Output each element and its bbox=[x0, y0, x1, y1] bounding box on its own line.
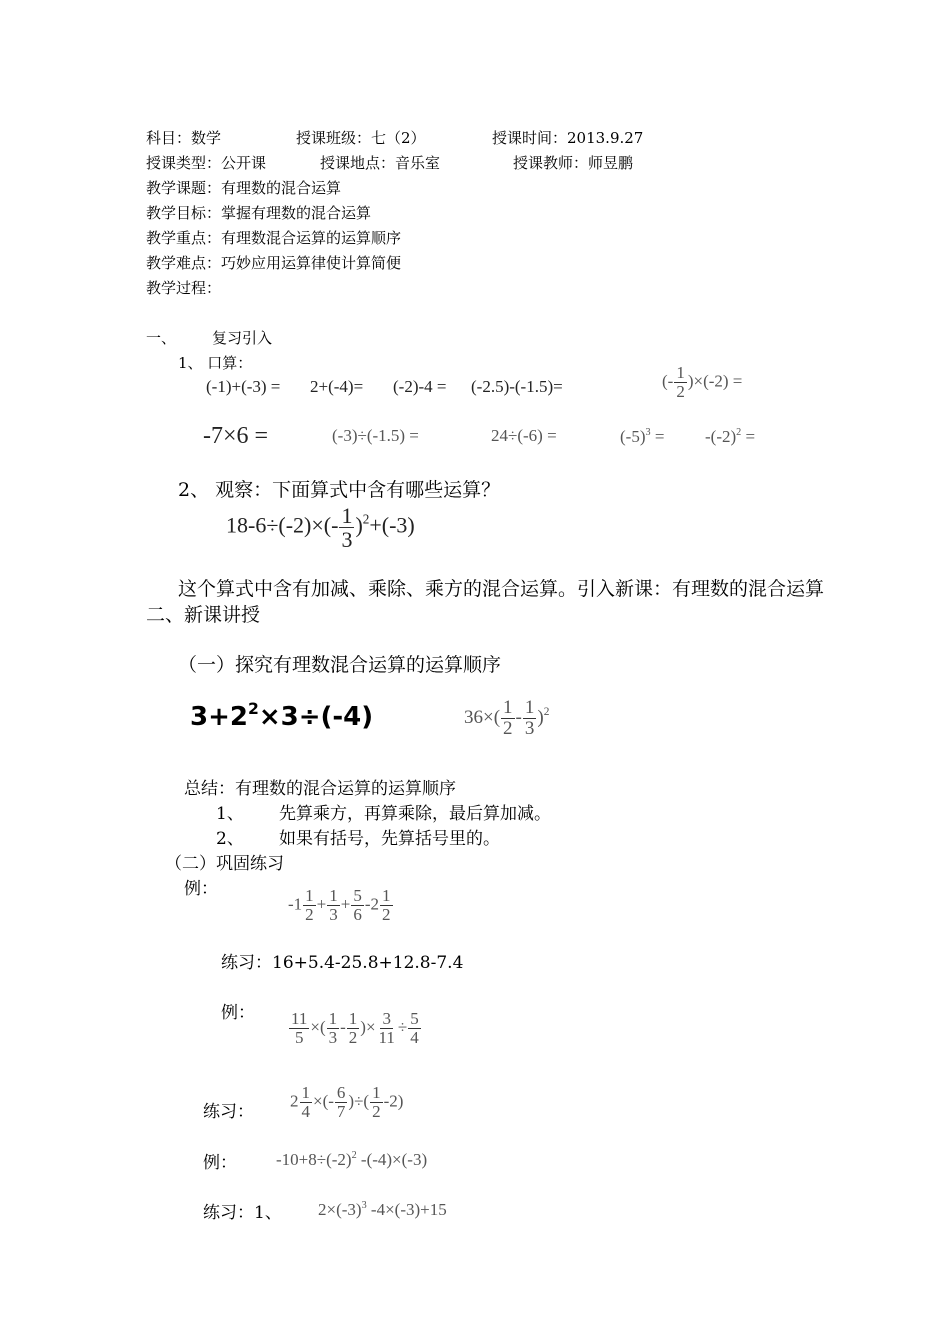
section2-title: 二、新课讲授 bbox=[146, 604, 261, 626]
teacher: 授课教师：师昱鹏 bbox=[513, 154, 634, 172]
location: 授课地点：音乐室 bbox=[320, 154, 441, 172]
example-label-1: 例： bbox=[184, 879, 218, 899]
observe-label: 2、 观察：下面算式中含有哪些运算？ bbox=[178, 479, 501, 501]
practice-1: 练习：16+5.4-25.8+12.8-7.4 bbox=[221, 953, 464, 973]
explore-example-2: 36×( $\frac{1}{2}$ - $\frac{1}{3}$ )$^2$ bbox=[464, 697, 550, 739]
observe-summary: 这个算式中含有加减、乘除、乘方的混合运算。引入新课：有理数的混合运算 bbox=[178, 578, 825, 600]
rule-2: 如果有括号，先算括号里的。 bbox=[279, 829, 500, 849]
topic: 教学课题：有理数的混合运算 bbox=[146, 179, 342, 197]
example-1-expression: -1 $\frac{1}{2}$ + $\frac{1}{3}$ + $\frac{5}{6}$ -2 $\frac{1}{2}$ bbox=[288, 886, 391, 924]
practice-3-expression: $2\times(-3)^3$ -4×(-3)+15 bbox=[318, 1199, 447, 1219]
oral-item-10: $-(-2)^2$ = bbox=[705, 426, 756, 446]
subject: 科目：数学 bbox=[146, 129, 222, 147]
observe-expression: 18-6÷(-2)×(- $\frac{1}{3}$ )$^2$+(-3) bbox=[226, 503, 415, 553]
oral-item-8: 24÷(-6) = bbox=[491, 426, 557, 445]
oral-item-6: -7×6 = bbox=[203, 423, 269, 449]
section1-number: 一、 bbox=[146, 329, 177, 347]
process-label: 教学过程： bbox=[146, 279, 222, 297]
focus: 教学重点：有理数混合运算的运算顺序 bbox=[146, 229, 402, 247]
practice-label-2: 练习： bbox=[203, 1102, 254, 1122]
rule-2-number: 2、 bbox=[216, 829, 244, 849]
practice-2-expression: 2 $\frac{1}{4}$ ×(- $\frac{6}{7}$ )÷( $\frac{1}{2}$ -2) bbox=[290, 1083, 404, 1121]
rule-1: 先算乘方，再算乘除，最后算加减。 bbox=[279, 804, 551, 824]
rule-1-number: 1、 bbox=[216, 804, 244, 824]
example-2-expression: $\frac{11}{5}$ ×( $\frac{1}{3}$ - $\frac{1}{2}$ )× $\frac{3}{11}$ ÷ $\frac{5}{4}$ bbox=[291, 1009, 419, 1047]
oral-item-5: (- $\frac{1}{2}$ )×(-2) = bbox=[662, 363, 743, 401]
example-3-expression: $-10+8\div(-2)^2$ -(-4)×(-3) bbox=[276, 1149, 428, 1169]
example-label-3: 例： bbox=[203, 1153, 237, 1173]
goal: 教学目标：掌握有理数的混合运算 bbox=[146, 204, 372, 222]
oral-item-3: (-2)-4 = bbox=[393, 377, 447, 396]
class: 授课班级：七（2） bbox=[296, 129, 426, 147]
time: 授课时间：2013.9.27 bbox=[492, 129, 644, 147]
lesson-type: 授课类型：公开课 bbox=[146, 154, 267, 172]
oral-item-9: $(-5)^3$ = bbox=[620, 426, 665, 446]
oral-item-7: (-3)÷(-1.5) = bbox=[332, 426, 419, 445]
oral-item-2: 2+(-4)= bbox=[310, 377, 364, 396]
difficulty: 教学难点：巧妙应用运算律使计算简便 bbox=[146, 254, 402, 272]
oral-item-1: (-1)+(-3) = bbox=[206, 377, 281, 396]
section1-title: 复习引入 bbox=[212, 329, 273, 347]
summary-title: 总结：有理数的混合运算的运算顺序 bbox=[184, 779, 456, 799]
oral-item-4: (-2.5)-(-1.5)= bbox=[471, 377, 563, 396]
subsection-1: （一）探究有理数混合运算的运算顺序 bbox=[178, 654, 502, 676]
subsection-2: （二）巩固练习 bbox=[165, 854, 284, 874]
explore-example-1: $3+2^2\times 3\div(-4)$ bbox=[190, 700, 374, 732]
practice-label-3: 练习：1、 bbox=[203, 1203, 282, 1223]
example-label-2: 例： bbox=[221, 1003, 255, 1023]
oral-label: 1、 口算： bbox=[178, 354, 253, 372]
